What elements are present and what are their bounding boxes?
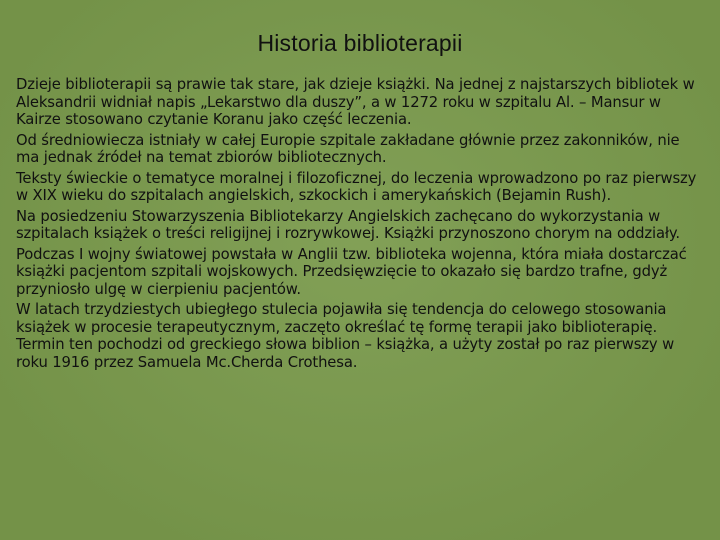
slide-body <box>16 76 706 374</box>
paragraph-3: Teksty świeckie o tematyce moralnej i filozoficznej, do leczenia wprowadzono po raz pierwszy w XIX wieku do szpitalach angielskich, szkockich i amerykańskich (Bejamin Rush). <box>16 169 697 204</box>
paragraph-4: Na posiedzeniu Stowarzyszenia Bibliotekarzy Angielskich zachęcano do wykorzystania w szpitalach książek o treści religijnej i rozrywkowej. Książki przynoszono chorym na oddziały. <box>16 207 680 242</box>
paragraph-2: Od średniowiecza istniały w całej Europie szpitale zakładane głównie przez zakonników, nie ma jednak źródeł na temat zbiorów bibliotecznych. <box>16 131 680 166</box>
paragraph-5: Podczas I wojny światowej powstała w Anglii tzw. biblioteka wojenna, która miała dostarczać książki pacjentom szpitali wojskowych. Przedsięwzięcie to okazało się bardzo trafne, gdyż przyniosło ulgę w cierpieniu pacjentów. <box>16 245 687 298</box>
slide-title: Historia biblioterapii <box>257 30 463 56</box>
paragraph-1: Dzieje biblioterapii są prawie tak stare, jak dzieje książki. Na jednej z najstarszych bibliotek w Aleksandrii widniał napis „Lekarstwo dla duszy”, a w 1272 roku w szpitalu Al. – Mansur w Kairze stosowano czytanie Koranu jako część leczenia. <box>16 76 695 128</box>
paragraph-6: W latach trzydziestych ubiegłego stulecia pojawiła się tendencja do celowego stosowania książek w procesie terapeutycznym, zaczęto określać tę formę terapii jako biblioterapię. Termin ten pochodzi od greckiego słowa biblion – książka, a użyty został po raz pierwszy w roku 1916 przez Samuela Mc.Cherda Crothesa. <box>16 301 675 371</box>
